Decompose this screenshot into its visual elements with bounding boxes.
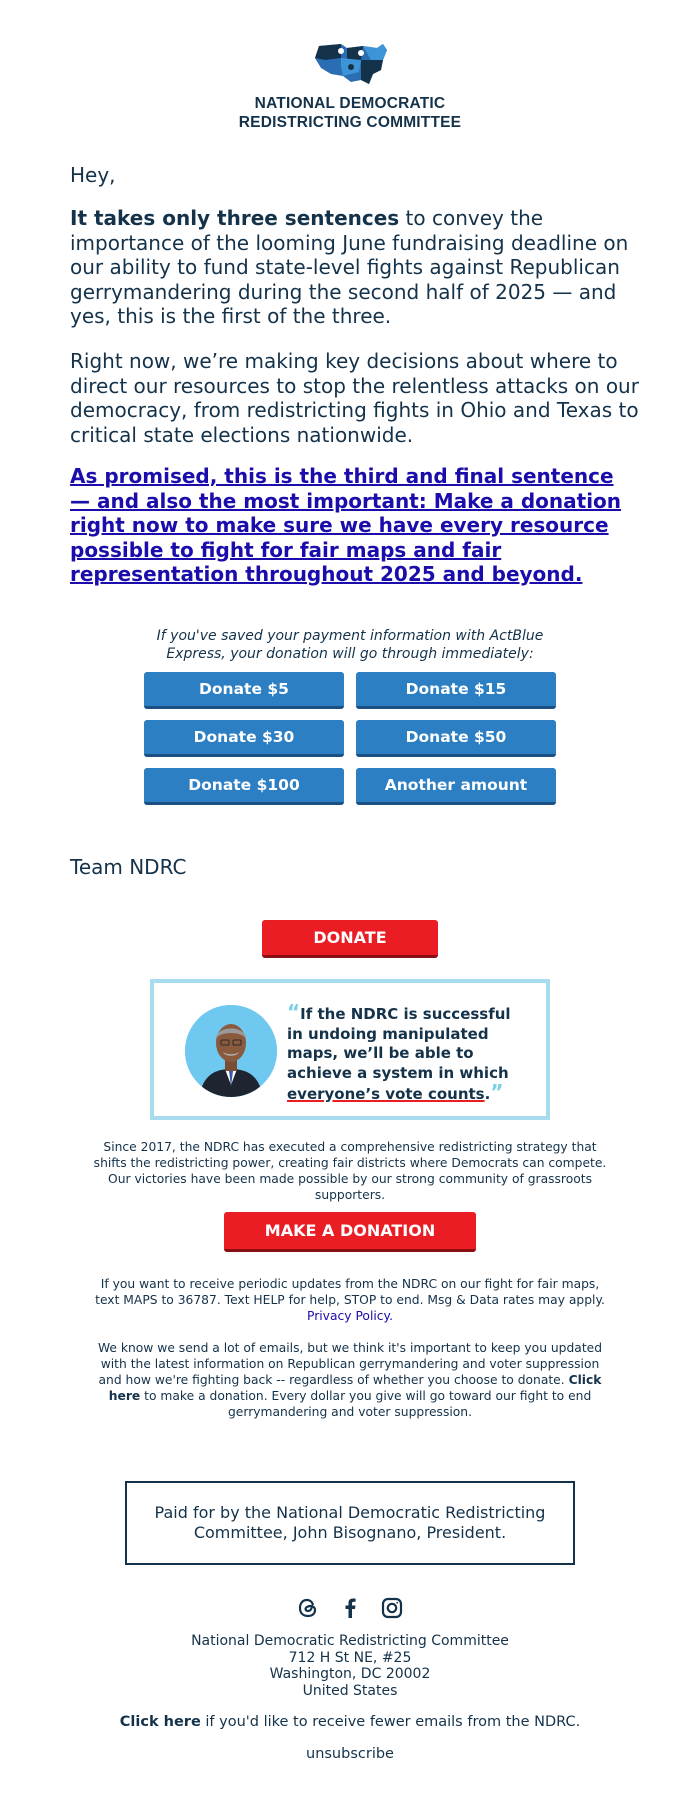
paragraph-1-bold: It takes only three sentences (70, 206, 400, 230)
sms-text: If you want to receive periodic updates from the NDRC on our fight for fair maps, text MAPS to 36787. Text HELP for help, STOP to end. Msg & Data rates may apply. (95, 1277, 605, 1307)
quote-period: . (484, 1085, 491, 1103)
email-frequency-text (90, 1340, 610, 1420)
actblue-intro (0, 627, 700, 663)
fewer-emails-text (0, 1714, 700, 1730)
actblue-intro-line1: If you've saved your payment information with ActBlue (156, 628, 544, 644)
fewer-emails-link[interactable]: Click here (119, 1714, 201, 1730)
threads-icon[interactable] (294, 1594, 322, 1622)
speaker-photo (185, 1005, 277, 1097)
donate-text-link[interactable]: As promised, this is the third and final sentence — and also the most important: Make a donation right now to make sure we have every resource possible to fight for fair maps and fair representation throughout 2025 and beyond. (70, 464, 622, 586)
paragraph-1 (70, 206, 640, 329)
privacy-policy-link[interactable]: Privacy Policy. (307, 1309, 393, 1323)
paragraph-2: Right now, we’re making key decisions about where to direct our resources to stop the relentless attacks on our democracy, from redistricting fights in Ohio and Texas to critical state elections nationwide. (70, 349, 639, 447)
click-here-donate-link[interactable]: Click here (108, 1373, 602, 1403)
address-street: 712 H St NE, #25 (288, 1649, 412, 1666)
fewer-emails-rest: if you'd like to receive fewer emails from the NDRC. (200, 1714, 581, 1730)
open-quote-mark: “ (287, 1000, 301, 1024)
facebook-icon[interactable] (336, 1594, 364, 1622)
quote-text (287, 1000, 517, 1105)
quote-emphasis: everyone’s vote counts (287, 1085, 485, 1103)
donate-15-button[interactable]: Donate $15 (356, 672, 556, 709)
donate-button[interactable]: DONATE (262, 920, 438, 958)
address-org: National Democratic Redistricting Committee (191, 1633, 509, 1649)
close-quote-mark: ” (490, 1080, 504, 1104)
quote-card[interactable] (150, 979, 550, 1120)
paid-for-disclaimer: Paid for by the National Democratic Redistricting Committee, John Bisognano, President. (125, 1481, 575, 1565)
donate-amount-grid (144, 672, 556, 805)
email-frequency-before: We know we send a lot of emails, but we think it's important to keep you updated with the latest information on Republican gerrymandering and voter suppression and how we're fighting back -- regardless of whether you choose to donate. (97, 1341, 603, 1387)
donate-50-button[interactable]: Donate $50 (356, 720, 556, 757)
address-city: Washington, DC 20002 (269, 1666, 431, 1682)
mailing-address (0, 1633, 700, 1699)
signoff: Team NDRC (70, 855, 187, 879)
logo (0, 40, 700, 132)
org-name-line1: NATIONAL DEMOCRATIC (254, 95, 446, 112)
sms-disclaimer (90, 1276, 610, 1324)
donate-5-button[interactable]: Donate $5 (144, 672, 344, 709)
since-2017-text: Since 2017, the NDRC has executed a comprehensive redistricting strategy that shifts the redistricting power, creating fair districts where Democrats can compete. Our victories have been made possible by our strong community of grassroots supporters. (93, 1140, 607, 1202)
greeting: Hey, (70, 163, 116, 187)
instagram-icon[interactable] (378, 1594, 406, 1622)
org-name-line2: REDISTRICTING COMMITTEE (238, 114, 462, 131)
make-a-donation-button[interactable]: MAKE A DONATION (224, 1212, 476, 1252)
donate-30-button[interactable]: Donate $30 (144, 720, 344, 757)
paragraph-1-rest: to convey the importance of the looming June fundraising deadline on our ability to fund state-level fights against Republican gerrymandering during the second half of 2025 — and yes, this is the first of the three. (70, 206, 629, 328)
quote-body: If the NDRC is successful in undoing manipulated maps, we’ll be able to achieve a system in which (287, 1005, 511, 1082)
social-links (0, 1594, 700, 1622)
us-map-puzzle-logo-icon (311, 40, 389, 88)
donate-other-amount-button[interactable]: Another amount (356, 768, 556, 805)
unsubscribe-link[interactable]: unsubscribe (306, 1746, 394, 1762)
address-country: United States (302, 1682, 398, 1699)
donate-100-button[interactable]: Donate $100 (144, 768, 344, 805)
actblue-intro-line2: Express, your donation will go through immediately: (166, 646, 534, 662)
email-frequency-after: to make a donation. Every dollar you give will go toward our fight to end gerrymandering and voter suppression. (140, 1389, 592, 1419)
